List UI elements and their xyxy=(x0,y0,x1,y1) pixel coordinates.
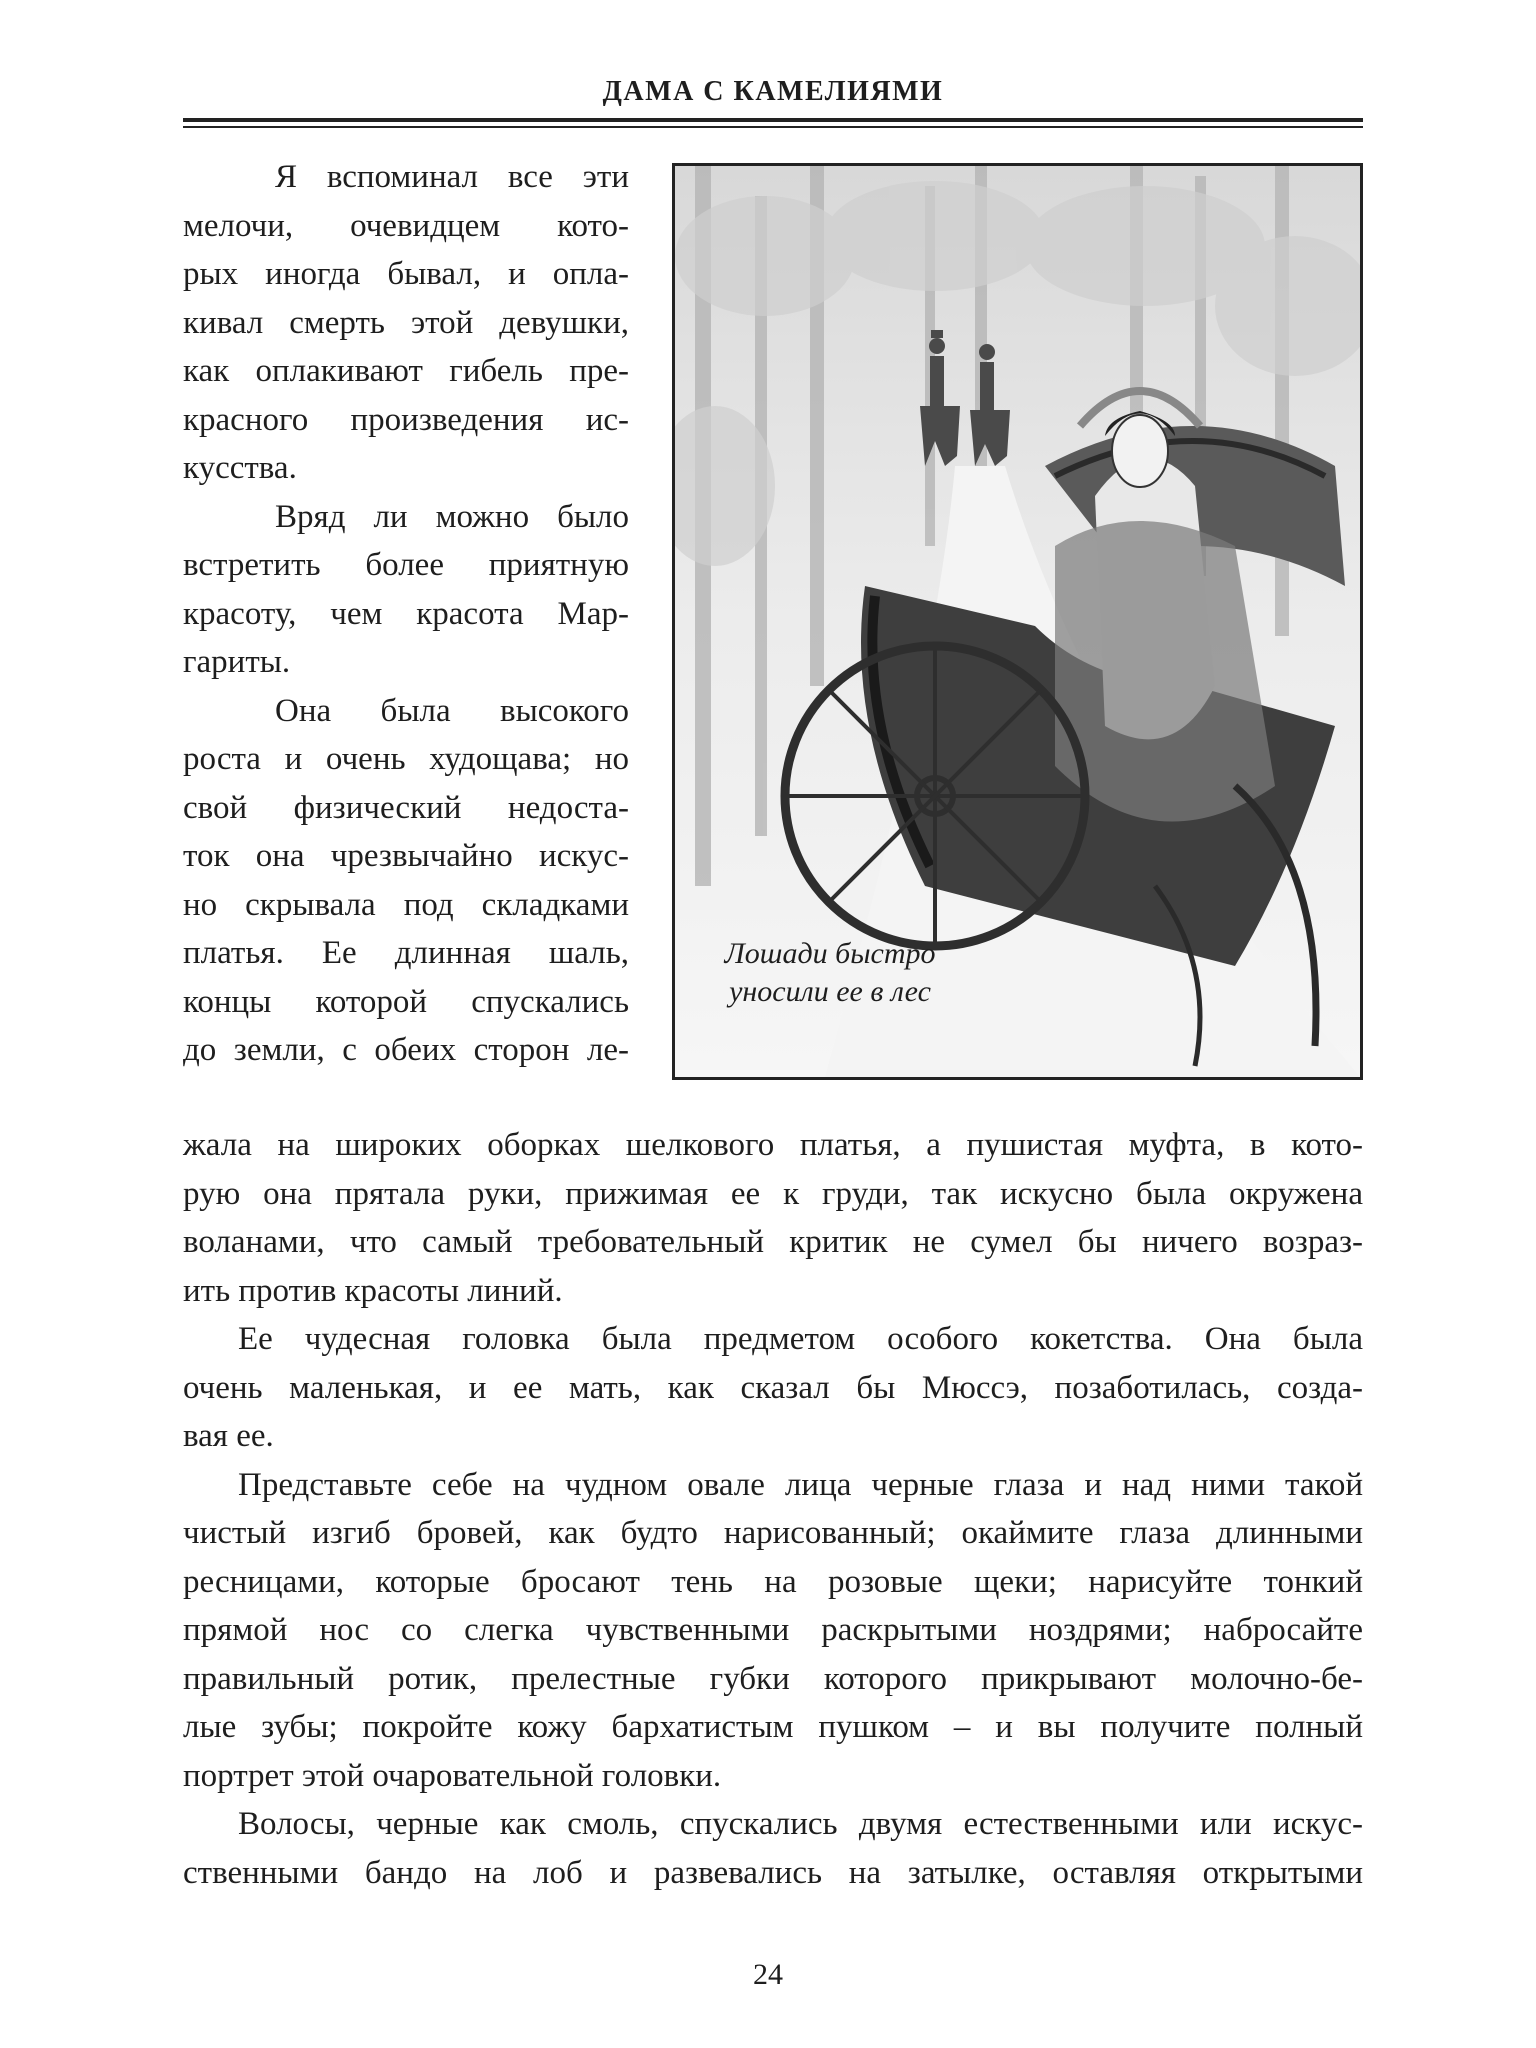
text-line: свой физический недоста- xyxy=(183,789,629,826)
text-line: ток она чрезвычайно искус- xyxy=(183,838,629,874)
text-line: Вряд ли можно было xyxy=(275,498,629,535)
text-line: красного произведения ис- xyxy=(183,401,629,438)
narrow-column-text xyxy=(183,153,629,1075)
text-line: Ее чудесная головка была предметом особого кокетства. Она была xyxy=(238,1321,1363,1357)
full-width-text xyxy=(183,1121,1363,1897)
text-line: встретить более приятную xyxy=(183,547,629,583)
text-line: ресницами, которые бросают тень на розовые щеки; нарисуйте тонкий xyxy=(183,1563,1363,1600)
text-line: кусства. xyxy=(183,450,297,486)
text-line: роста и очень худощава; но xyxy=(183,741,629,777)
text-line: Представьте себе на чудном овале лица черные глаза и над ними такой xyxy=(238,1466,1363,1503)
text-line: рых иногда бывал, и опла- xyxy=(183,256,629,292)
text-line: как оплакивают гибель пре- xyxy=(183,353,629,389)
text-line: но скрывала под складками xyxy=(183,886,629,923)
carriage-wheel xyxy=(785,646,1085,946)
header-rule-thin xyxy=(183,126,1363,128)
text-line: правильный ротик, прелестные губки которого прикрывают молочно-бе- xyxy=(183,1660,1363,1697)
text-line: Она была высокого xyxy=(275,692,629,729)
text-line: портрет этой очаровательной головки. xyxy=(183,1757,722,1794)
illustration-caption xyxy=(690,935,970,1011)
text-line: прямой нос со слегка чувственными раскрытыми ноздрями; набросайте xyxy=(183,1612,1363,1648)
text-line: концы которой спускались xyxy=(183,983,629,1020)
text-line: вая ее. xyxy=(183,1418,274,1454)
text-line: ственными бандо на лоб и развевались на затылке, оставляя открытыми xyxy=(183,1854,1363,1891)
text-line: платья. Ее длинная шаль, xyxy=(183,935,629,971)
text-line: до земли, с обеих сторон ле- xyxy=(183,1032,629,1068)
text-line: Я вспоминал все эти xyxy=(275,159,629,195)
header-rule-thick xyxy=(183,118,1363,122)
text-line: рую она прятала руки, прижимая ее к груди, так искусно была окружена xyxy=(183,1175,1363,1212)
text-line: жала на широких оборках шелкового платья, а пушистая муфта, в кото- xyxy=(183,1127,1363,1163)
text-line: кивал смерть этой девушки, xyxy=(183,304,629,341)
text-line: гариты. xyxy=(183,644,291,680)
text-line: лые зубы; покройте кожу бархатистым пушком – и вы получите полный xyxy=(183,1709,1363,1745)
text-line: мелочи, очевидцем кото- xyxy=(183,207,629,244)
text-line: чистый изгиб бровей, как будто нарисованный; окаймите глаза длинными xyxy=(183,1515,1363,1551)
page-number: 24 xyxy=(753,1958,783,1991)
text-line: ить против красоты линий. xyxy=(183,1272,563,1309)
caption-line: уносили ее в лес xyxy=(729,975,931,1008)
text-line: воланами, что самый требовательный критик не сумел бы ничего возраз- xyxy=(183,1224,1363,1260)
text-line: очень маленькая, и ее мать, как сказал бы Мюссэ, позаботилась, созда- xyxy=(183,1369,1363,1406)
text-line: красоту, чем красота Мар- xyxy=(183,595,629,632)
text-line: Волосы, черные как смоль, спускались двумя естественными или искус- xyxy=(238,1806,1363,1842)
running-header: ДАМА С КАМЕЛИЯМИ xyxy=(602,76,944,107)
caption-line: Лошади быстро xyxy=(724,937,936,970)
